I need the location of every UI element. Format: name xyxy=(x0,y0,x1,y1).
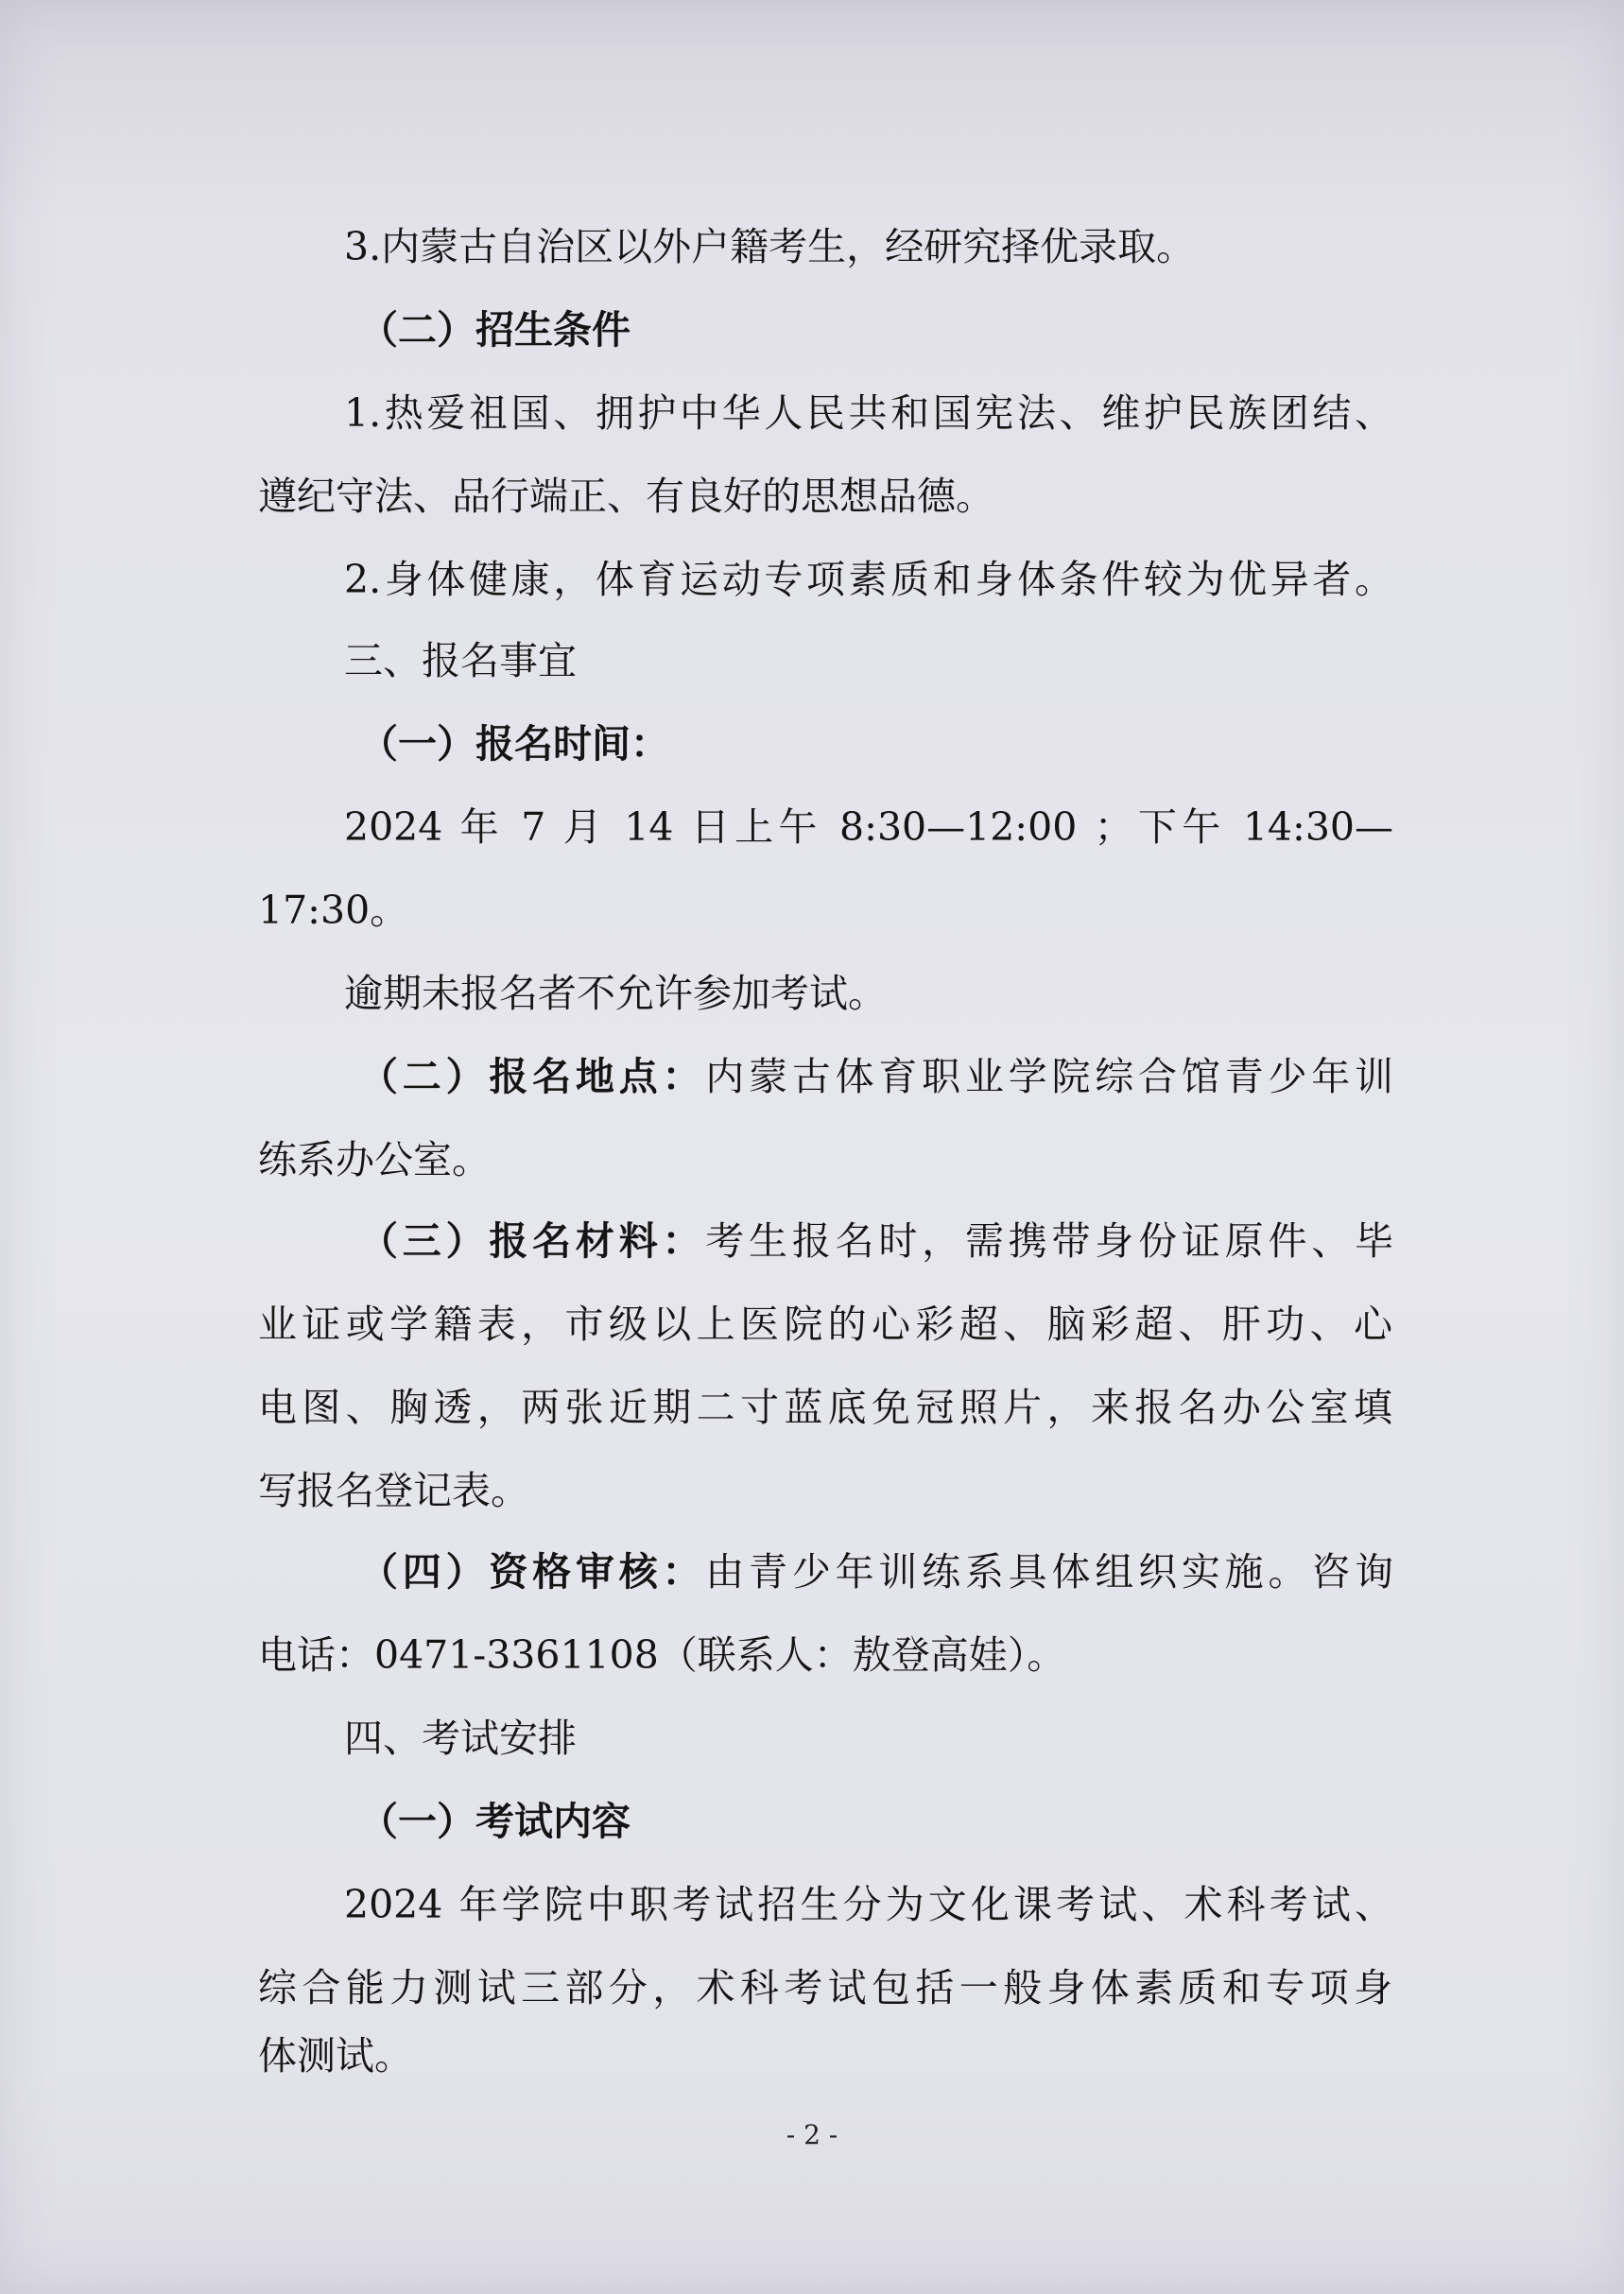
paragraph-line xyxy=(359,1213,1393,1269)
section-heading: 三、报名事宜 xyxy=(344,638,577,683)
paragraph-line: 2024 年 7 月 14 日上午 8:30—12:00 ；下午 14:30— xyxy=(344,804,1393,850)
inline-text: 考生报名时，需携带身份证原件、毕 xyxy=(705,1218,1394,1264)
paragraph-line: 电图、胸透，两张近期二寸蓝底免冠照片，来报名办公室填 xyxy=(258,1385,1392,1430)
paragraph-line xyxy=(359,1048,1393,1105)
inline-label: （三）报名材料： xyxy=(359,1218,706,1264)
page-number: - 2 - xyxy=(786,2119,838,2150)
paragraph-line: 3.内蒙古自治区以外户籍考生，经研究择优录取。 xyxy=(344,224,1196,269)
paragraph-line: 2.身体健康，体育运动专项素质和身体条件较为优异者。 xyxy=(344,557,1393,602)
paragraph-line: 电话：0471-3361108（联系人：敖登高娃）。 xyxy=(258,1632,1066,1678)
subheading: （二）招生条件 xyxy=(359,307,631,353)
paragraph-line xyxy=(359,1544,1393,1600)
section-heading: 四、考试安排 xyxy=(344,1716,577,1761)
paragraph-line: 1.热爱祖国、拥护中华人民共和国宪法、维护民族团结、 xyxy=(344,390,1393,436)
subheading: （一）考试内容 xyxy=(359,1799,631,1844)
inline-text: 内蒙古体育职业学院综合馆青少年训 xyxy=(705,1054,1394,1099)
inline-text: 由青少年训练系具体组织实施。咨询 xyxy=(705,1549,1394,1595)
paragraph-line: 2024 年学院中职考试招生分为文化课考试、术科考试、 xyxy=(344,1882,1393,1927)
paragraph-line: 逾期未报名者不允许参加考试。 xyxy=(344,971,887,1016)
paragraph-line: 体测试。 xyxy=(258,2033,413,2078)
paragraph-line: 业证或学籍表，市级以上医院的心彩超、脑彩超、肝功、心 xyxy=(258,1302,1392,1347)
paragraph-line: 写报名登记表。 xyxy=(258,1468,529,1513)
paragraph-line: 综合能力测试三部分，术科考试包括一般身体素质和专项身 xyxy=(258,1965,1392,2010)
inline-label: （四）资格审核： xyxy=(359,1549,706,1595)
subheading: （一）报名时间： xyxy=(359,721,669,767)
paragraph-line: 17:30。 xyxy=(258,888,409,933)
paragraph-line: 遵纪守法、品行端正、有良好的思想品德。 xyxy=(258,474,994,519)
inline-label: （二）报名地点： xyxy=(359,1054,706,1099)
paragraph-line: 练系办公室。 xyxy=(258,1137,491,1182)
